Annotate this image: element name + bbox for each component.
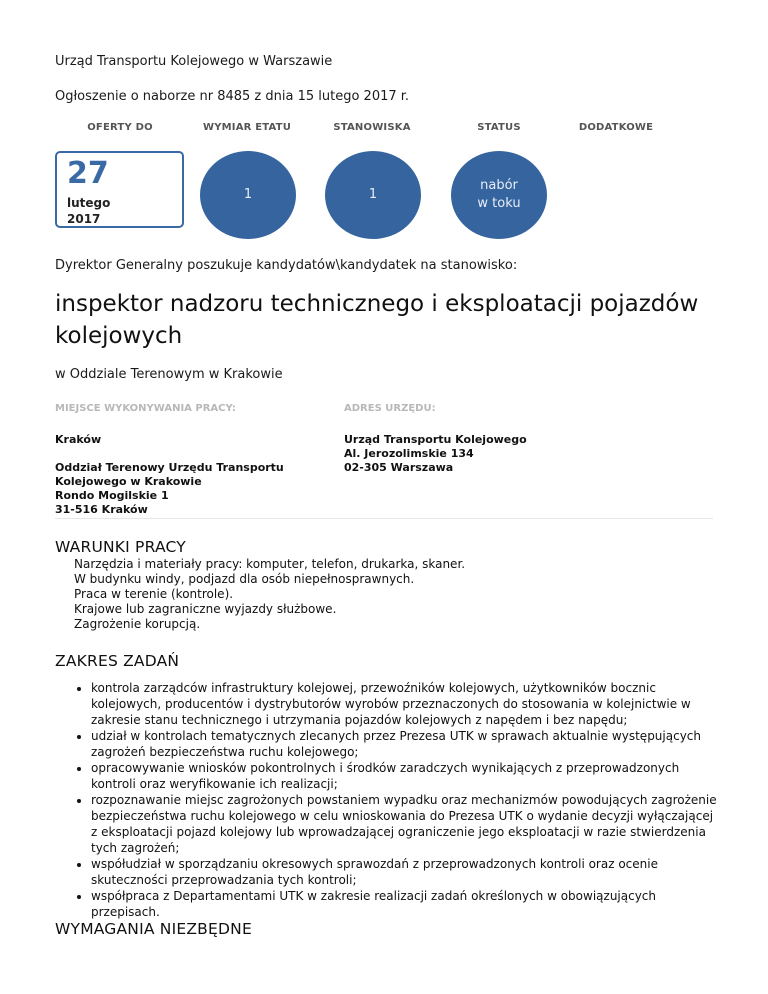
department: w Oddziale Terenowym w Krakowie: [55, 367, 283, 382]
task-item: • opracowywanie wniosków pokontrolnych i środków zaradczych wynikających z przeprowadzonych kontroli oraz weryfikowanie ich realizacji;: [91, 760, 720, 792]
condition-item: Zagrożenie korupcją.: [74, 617, 201, 631]
divider: [55, 518, 713, 519]
conditions-heading: WARUNKI PRACY: [55, 538, 186, 556]
tasks-list: [55, 680, 720, 920]
tasks-container: [55, 680, 720, 920]
work-time-label: WYMIAR ETATU: [202, 122, 292, 133]
address-line: Al. Jerozolimskie 134: [344, 447, 474, 460]
task-item: • rozpoznawanie miejsc zagrożonych powstaniem wypadku oraz mechanizmów powodujących zagrożenie bezpieczeństwa ruchu kolejowego w celu wnioskowania do Prezesa UTK o wydanie decyzji wyłączającej z eksploatacji pojazd kolejowy lub wprowadzającej ograniczenie jego eksploatacji w razie stwierdzenia tych zagrożeń;: [91, 792, 720, 856]
requirements-heading: WYMAGANIA NIEZBĘDNE: [55, 920, 252, 938]
task-item: • współpraca z Departamentami UTK w zakresie realizacji zadań określonych w obowiązujących przepisach.: [91, 888, 720, 920]
address-line: Urząd Transportu Kolejowego: [344, 433, 527, 446]
intro-text: Dyrektor Generalny poszukuje kandydatów\kandydatek na stanowisko:: [55, 258, 518, 273]
status-line-2: w toku: [477, 196, 521, 211]
place-label: MIEJSCE WYKONYWANIA PRACY:: [55, 403, 236, 414]
conditions-list: [74, 557, 465, 632]
condition-item: Narzędzia i materiały pracy: komputer, telefon, drukarka, skaner.: [74, 557, 466, 571]
office-address: [344, 433, 527, 475]
place-line: Oddział Terenowy Urzędu Transportu: [55, 461, 284, 474]
deadline-month-year: [67, 195, 110, 227]
announcement-number: Ogłoszenie o naborze nr 8485 z dnia 15 lutego 2017 r.: [55, 89, 410, 104]
place-line: Rondo Mogilskie 1: [55, 489, 169, 502]
positions-circle: [325, 151, 421, 239]
condition-item: Krajowe lub zagraniczne wyjazdy służbowe.: [74, 602, 337, 616]
place-line: 31-516 Kraków: [55, 503, 148, 516]
deadline-month: lutego: [67, 196, 111, 210]
tasks-heading: ZAKRES ZADAŃ: [55, 652, 180, 670]
place-line: Kolejowego w Krakowie: [55, 475, 202, 488]
status-label: STATUS: [477, 122, 521, 133]
positions-label: STANOWISKA: [333, 122, 411, 133]
offers-until-label: OFERTY DO: [87, 122, 153, 133]
work-time-value: 1: [243, 187, 253, 202]
task-item: • kontrola zarządców infrastruktury kolejowej, przewoźników kolejowych, użytkowników bocznic kolejowych, producentów i dystrybutorów wyrobów przeznaczonych do stosowania w kolejnictwie w zakresie stanu technicznego i utrzymania pojazdów kolejowych z napędem i bez napędu;: [91, 680, 720, 728]
place-address: [55, 461, 284, 517]
address-label: ADRES URZĘDU:: [344, 403, 436, 414]
deadline-date-box: [55, 151, 184, 228]
position-title: inspektor nadzoru technicznego i eksploatacji pojazdów kolejowych: [55, 291, 699, 349]
status-line-1: nabór: [480, 178, 518, 193]
condition-item: Praca w terenie (kontrole).: [74, 587, 234, 601]
place-city: Kraków: [55, 433, 102, 446]
task-item: • udział w kontrolach tematycznych zlecanych przez Prezesa UTK w sprawach aktualnie występujących zagrożeń bezpieczeństwa ruchu kolejowego;: [91, 728, 720, 760]
positions-value: 1: [368, 187, 378, 202]
condition-item: W budynku windy, podjazd dla osób niepełnosprawnych.: [74, 572, 415, 586]
address-line: 02-305 Warszawa: [344, 461, 454, 474]
status-circle: [451, 151, 547, 239]
status-value: [477, 177, 520, 213]
additional-label: DODATKOWE: [578, 122, 654, 133]
work-time-circle: [200, 151, 296, 239]
deadline-year: 2017: [67, 212, 101, 226]
deadline-day: 27: [67, 156, 109, 191]
task-item: • współudział w sporządzaniu okresowych sprawozdań z przeprowadzonych kontroli oraz ocenie skuteczności przeprowadzania tych kontroli;: [91, 856, 720, 888]
org-name: Urząd Transportu Kolejowego w Warszawie: [55, 54, 333, 69]
